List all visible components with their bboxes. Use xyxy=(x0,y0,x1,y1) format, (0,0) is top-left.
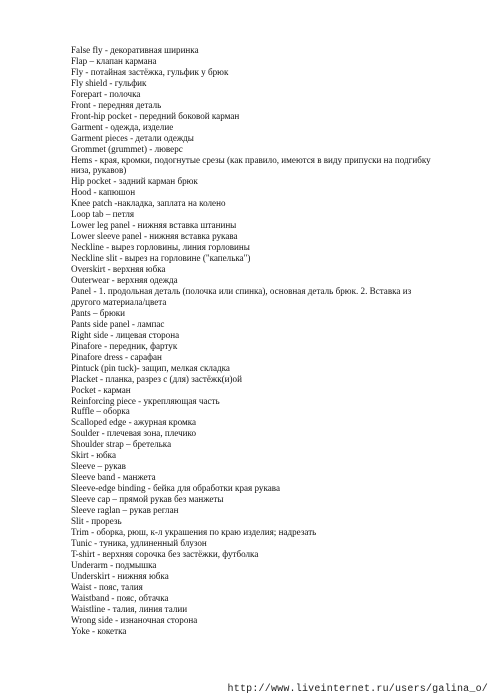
glossary-entry: Shoulder strap – бретелька xyxy=(71,439,172,450)
glossary-entry: Pinafore dress - сарафан xyxy=(71,351,162,362)
glossary-entry: Skirt - юбка xyxy=(71,450,116,461)
glossary-entry: False fly - декоративная ширинка xyxy=(71,45,199,55)
glossary-entry: Grommet (grummet) - люверс xyxy=(71,143,183,154)
glossary-entry: Reinforcing piece - укрепляющая часть xyxy=(71,395,220,406)
glossary-entry: Front - передняя деталь xyxy=(71,99,162,110)
glossary-entry: Neckline - вырез горловины, линия горловины xyxy=(71,242,250,253)
glossary-entry: Waistline - талия, линия талии xyxy=(71,603,188,614)
glossary-entry: Tunic - туника, удлиненный блузон xyxy=(71,537,207,548)
glossary-entry: Overskirt - верхняя юбка xyxy=(71,264,166,275)
glossary-entry: Fly shield - гульфик xyxy=(71,77,147,88)
glossary-entry: Waistband - пояс, обтачка xyxy=(71,592,169,603)
glossary-entry: Waist - пояс, талия xyxy=(71,581,143,592)
glossary-entry: Sleeve cap – прямой рукав без манжеты xyxy=(71,494,224,505)
source-url-watermark: http://www.liveinternet.ru/users/galina_o/ xyxy=(227,684,488,695)
glossary-entry: Underarm - подмышка xyxy=(71,559,157,570)
glossary-entry: Trim - оборка, рюш, к-л украшения по краю изделия; надрезать xyxy=(71,526,317,537)
glossary-entry: Pinafore - передник, фартук xyxy=(71,340,178,351)
glossary-entry: Garment - одежда, изделие xyxy=(71,121,174,132)
glossary-entry: Hems - края, кромки, подогнутые срезы (как правило, имеются в виду припуски на подгибку низа, рукавов) xyxy=(71,154,431,176)
glossary-entry: Sleeve raglan – рукав реглан xyxy=(71,505,179,516)
glossary-entry: Scalloped edge - ажурная кромка xyxy=(71,417,197,428)
glossary-entry: Front-hip pocket - передний боковой карман xyxy=(71,110,240,121)
glossary-entry: Underskirt - нижняя юбка xyxy=(71,570,169,581)
glossary-entry: Lower leg panel - нижняя вставка штанины xyxy=(71,220,237,231)
glossary-entry: Hood - капюшон xyxy=(71,187,136,198)
glossary-entry: Loop tab – петля xyxy=(71,209,135,220)
glossary-entry: Flap – клапан кармана xyxy=(71,55,157,66)
glossary-entry: Pintuck (pin tuck)- защип, мелкая складка xyxy=(71,362,230,373)
glossary-entry: Hip pocket - задний карман брюк xyxy=(71,176,198,187)
glossary-entry: Neckline slit - вырез на горловине ("капелька") xyxy=(71,253,251,264)
glossary-entry: Forepart - полочка xyxy=(71,88,141,99)
glossary-entry: Sleeve – рукав xyxy=(71,461,126,472)
glossary-entry: Panel - 1. продольная деталь (полочка или спинка), основная деталь брюк. 2. Вставка из другого материала/цвета xyxy=(71,285,412,307)
glossary-entry: Slit - прорезь xyxy=(71,515,122,526)
glossary-entry: Wrong side - изнаночная сторона xyxy=(71,614,198,625)
glossary-entry: Placket - планка, разрез с (для) застёжк(и)ой xyxy=(71,373,242,384)
glossary-entry: Fly - потайная застёжка, гульфик у брюк xyxy=(71,66,229,77)
glossary-entry: Sleeve-edge binding - бейка для обработки края рукава xyxy=(71,483,280,494)
glossary-list xyxy=(71,45,443,636)
glossary-entry: Pants side panel - лампас xyxy=(71,318,165,329)
glossary-entry: T-shirt - верхняя сорочка без застёжки, футболка xyxy=(71,548,259,559)
glossary-entry: Right side - лицевая сторона xyxy=(71,329,180,340)
glossary-entry: Lower sleeve panel - нижняя вставка рукава xyxy=(71,231,238,242)
glossary-entry: Outerwear - верхняя одежда xyxy=(71,275,178,286)
glossary-entry: Ruffle – оборка xyxy=(71,406,130,417)
glossary-entry: Soulder - плечевая зона, плечико xyxy=(71,428,197,439)
glossary-entry: Sleeve band - манжета xyxy=(71,472,156,483)
glossary-entry: Garment pieces - детали одежды xyxy=(71,132,194,143)
glossary-entry: Pocket - карман xyxy=(71,384,131,395)
glossary-entry: Pants – брюки xyxy=(71,307,126,318)
glossary-entry: Yoke - кокетка xyxy=(71,625,127,636)
glossary-entry: Knee patch -накладка, заплата на колено xyxy=(71,198,226,209)
